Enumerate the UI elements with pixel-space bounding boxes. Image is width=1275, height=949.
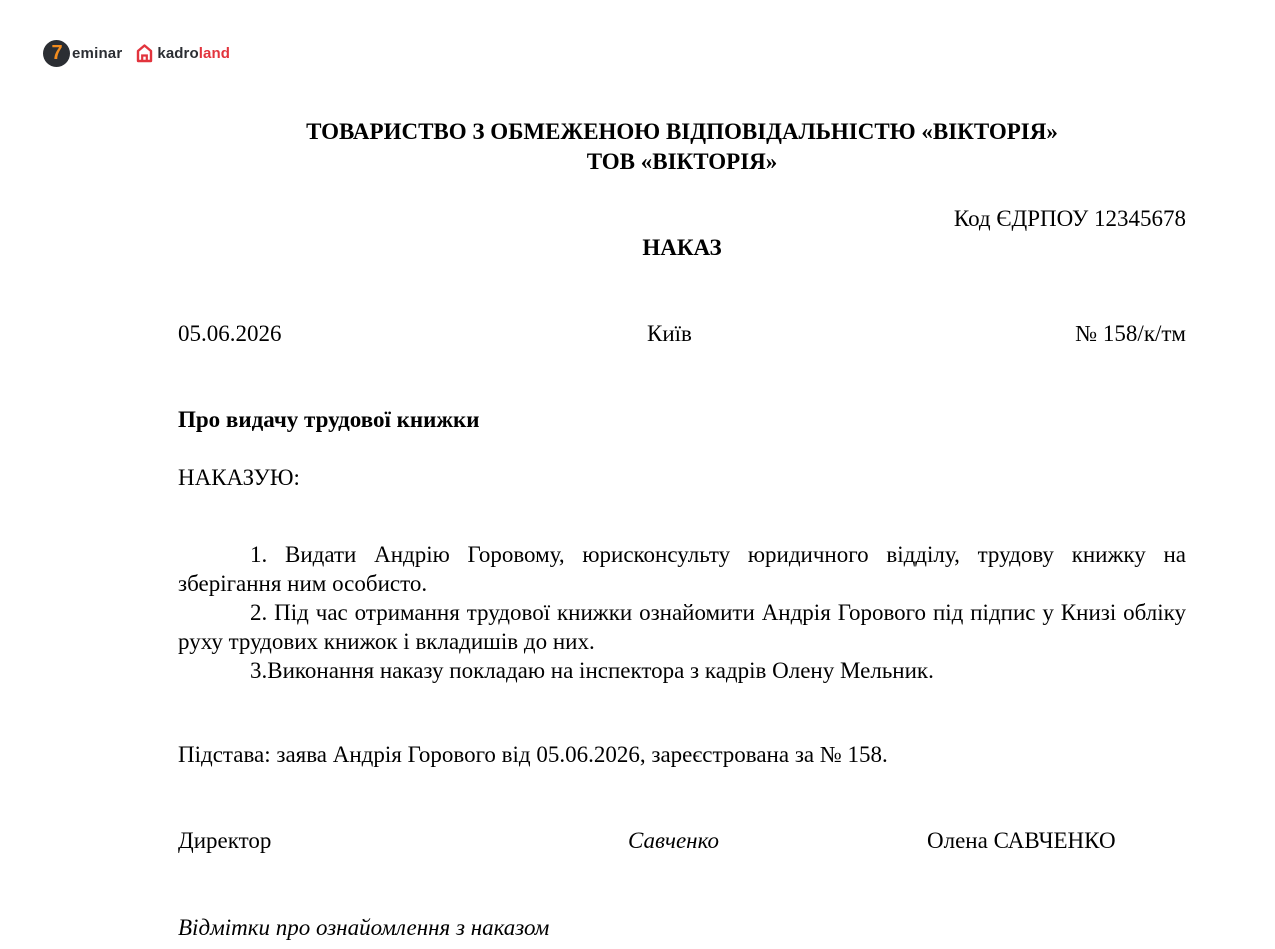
seminar-badge-number: 7 (51, 42, 63, 64)
header-logos (43, 38, 230, 68)
document-title: НАКАЗ (642, 235, 722, 260)
kadroland-logo (135, 43, 230, 63)
order-item-3: 3.Виконання наказу покладаю на інспектора з кадрів Олену Мельник. (250, 658, 934, 683)
order-subject: Про видачу трудової книжки (178, 407, 480, 432)
order-item-2: 2. Під час отримання трудової книжки ознайомити Андрія Горового під підпис у Книзі обліку руху трудових книжок і вкладишів до них. (178, 600, 1186, 654)
order-basis: Підстава: заява Андрія Горового від 05.06.2026, зареєстрована за № 158. (178, 742, 888, 767)
organization-short-name: ТОВ «ВІКТОРІЯ» (586, 149, 778, 174)
seminar-badge-icon (43, 40, 70, 67)
order-city: Київ (647, 321, 692, 346)
order-number: № 158/к/тм (1075, 321, 1186, 346)
organization-name: ТОВАРИСТВО З ОБМЕЖЕНОЮ ВІДПОВІДАЛЬНІСТЮ «ВІКТОРІЯ» (306, 119, 1058, 144)
seminar-logo-text: eminar (72, 44, 123, 62)
signature-row (178, 826, 1186, 856)
order-item-1: 1. Видати Андрію Горовому, юрисконсульту юридичного відділу, трудову книжку на зберігання ним особисто. (178, 542, 1186, 596)
order-items (178, 540, 1186, 685)
signatory-position: Директор (178, 828, 272, 853)
kadroland-logo-text-part2: land (198, 44, 230, 62)
seminar-logo (43, 40, 122, 67)
order-directive: НАКАЗУЮ: (178, 465, 300, 490)
kadroland-logo-text (157, 45, 230, 62)
house-icon (135, 43, 154, 63)
order-meta-row (178, 319, 1186, 349)
edrpou-code: Код ЄДРПОУ 12345678 (953, 206, 1186, 231)
kadroland-logo-text-part1: kadro (157, 44, 199, 62)
signatory-signature: Савченко (628, 828, 719, 853)
acquaintance-note: Відмітки про ознайомлення з наказом (178, 915, 550, 940)
signatory-name: Олена САВЧЕНКО (927, 828, 1116, 853)
order-date: 05.06.2026 (178, 321, 282, 346)
